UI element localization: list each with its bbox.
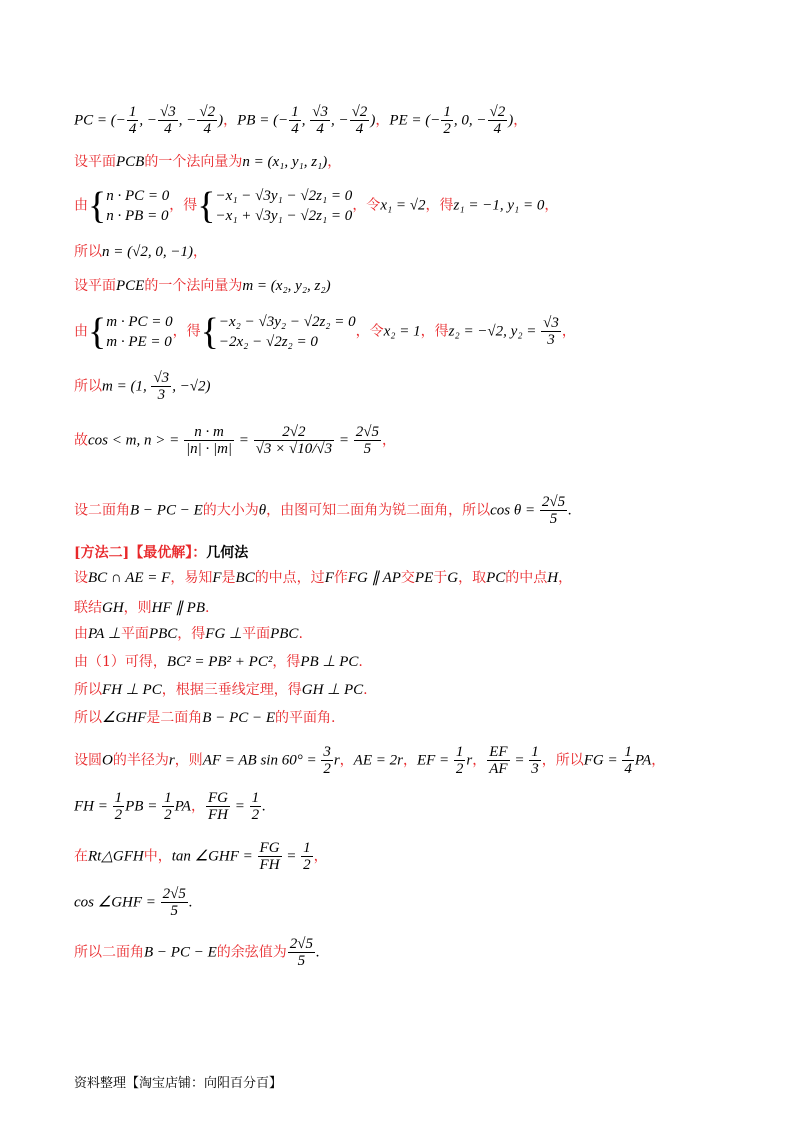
explanation-text: ， <box>375 112 390 129</box>
explanation-text: ，取 <box>458 570 487 586</box>
math-expression: FH ⊥ PC <box>102 682 162 698</box>
math-expression: B − PC − E <box>130 502 203 519</box>
equation-row: −x₁ + √3y₁ − √2z₁ = 0 <box>215 208 353 224</box>
math-expression: PE = (− <box>389 112 441 129</box>
fraction-numerator: 1 <box>291 104 299 120</box>
explanation-text: ，令 <box>355 323 384 340</box>
explanation-text: 的平面角. <box>275 710 336 726</box>
math-expression: m = (x₂, y₂, z₂) <box>242 278 331 294</box>
math-expression: ∠GHF <box>102 710 147 726</box>
fraction-numerator: FG <box>259 840 280 856</box>
explanation-text: 的半径为 <box>112 752 169 769</box>
fraction-denominator: 3 <box>531 761 539 777</box>
fraction-denominator: 4 <box>493 121 502 137</box>
explanation-text: ，得 <box>169 197 198 214</box>
fraction-numerator: 1 <box>531 744 539 760</box>
text-line-l18 <box>74 790 266 823</box>
fraction <box>301 840 313 873</box>
explanation-text: ， <box>313 848 328 865</box>
explanation-text: . <box>363 682 368 698</box>
fraction <box>541 315 561 348</box>
math-expression: , <box>301 112 310 129</box>
explanation-text: 的一个法向量为 <box>144 278 243 294</box>
math-expression: G <box>447 570 459 586</box>
text-line-l9 <box>74 494 572 527</box>
equation-row: −x₁ − √3y₁ − √2z₁ = 0 <box>215 188 353 204</box>
explanation-text: ，得 <box>420 323 449 340</box>
math-expression: BC ∩ AE = F <box>88 570 171 586</box>
explanation-text: 的中点 <box>505 570 548 586</box>
fraction <box>487 744 509 777</box>
math-expression: , − <box>330 112 349 129</box>
math-expression: PB ⊥ PC <box>300 654 359 670</box>
fraction <box>197 104 217 137</box>
math-expression: z₁ = −1, y₁ = 0 <box>453 197 545 214</box>
text-line-l10 <box>74 543 248 563</box>
text-line-l3 <box>74 186 558 226</box>
explanation-text: 联结 <box>74 600 102 616</box>
fraction <box>350 104 370 137</box>
fraction-numerator: 1 <box>128 104 137 120</box>
explanation-text: 的大小为 <box>202 502 259 519</box>
fraction-numerator: 1 <box>624 744 632 760</box>
explanation-text: 的一个法向量为 <box>144 154 243 170</box>
explanation-text: ，得 <box>172 323 201 340</box>
text-line-l1 <box>74 104 527 137</box>
math-expression: PA <box>174 798 191 815</box>
fraction-numerator: 1 <box>303 840 311 856</box>
explanation-text: 设二面角 <box>74 502 130 519</box>
explanation-text: 交 <box>400 570 415 586</box>
math-expression: . <box>315 944 320 961</box>
explanation-text: ，得 <box>425 197 454 214</box>
text-line-l4 <box>74 242 207 262</box>
fraction-numerator: 1 <box>164 790 172 806</box>
explanation-text: . <box>205 600 210 616</box>
math-expression: BC² = PB² + PC² <box>166 654 273 670</box>
fraction-numerator: 2√5 <box>289 936 313 952</box>
fraction-denominator: 4 <box>164 121 172 137</box>
math-expression: EF = <box>416 752 453 769</box>
fraction <box>113 790 125 823</box>
fraction-numerator: √3 <box>312 104 328 120</box>
explanation-text: ， <box>472 752 487 769</box>
math-expression: Rt△GFH <box>88 848 144 865</box>
fraction-numerator: 1 <box>443 104 451 120</box>
fraction <box>310 104 330 137</box>
text-line-l8 <box>74 424 396 457</box>
text-line-l5 <box>74 276 331 296</box>
fraction-denominator: √3 × √10/√3 <box>255 441 333 457</box>
math-expression: PCE <box>116 278 145 294</box>
fraction-denominator: 2 <box>443 121 451 137</box>
left-brace: { <box>88 185 107 227</box>
math-expression: PBC <box>270 626 299 642</box>
fraction <box>354 424 381 457</box>
text-line-l12 <box>74 598 209 618</box>
fraction-numerator: 2√5 <box>541 494 566 510</box>
explanation-text: 平面 <box>242 626 271 642</box>
math-expression: n = (x₁, y₁, z₁) <box>242 154 328 170</box>
text-line-l11 <box>74 568 572 588</box>
explanation-text: 故 <box>74 432 88 449</box>
fraction-numerator: √2 <box>489 104 506 120</box>
explanation-text: ， <box>382 432 397 449</box>
fraction-numerator: 1 <box>251 790 260 806</box>
explanation-text: 所以 <box>74 378 102 395</box>
math-expression: AF = AB sin 60° = <box>202 752 321 769</box>
text-line-l17 <box>74 744 665 777</box>
fraction <box>289 104 301 137</box>
fraction <box>488 104 508 137</box>
equation-row: m · PC = 0 <box>106 314 173 330</box>
math-expression: = <box>235 432 253 449</box>
fraction <box>162 790 174 823</box>
left-brace: { <box>197 185 216 227</box>
equation-system <box>200 311 356 353</box>
fraction-numerator: FG <box>207 790 228 806</box>
explanation-text: 设 <box>74 570 88 586</box>
fraction-denominator: 4 <box>316 121 324 137</box>
math-expression: PCB <box>116 154 145 170</box>
fraction-denominator: 3 <box>547 331 555 348</box>
explanation-text: 在 <box>74 848 88 865</box>
explanation-text: 设平面 <box>74 278 116 294</box>
fraction-denominator: FH <box>207 807 228 823</box>
explanation-text: . <box>358 654 363 670</box>
fraction-numerator: 2√5 <box>355 424 380 440</box>
math-expression: n = (√2, 0, −1) <box>102 244 193 260</box>
math-expression: B − PC − E <box>202 710 276 726</box>
explanation-text: 由 <box>74 197 88 214</box>
math-expression: ) <box>218 112 224 129</box>
explanation-text: ， <box>223 112 238 129</box>
text-line-l16 <box>74 708 335 728</box>
fraction-numerator: √3 <box>153 370 170 386</box>
fraction-numerator: 2√2 <box>254 424 335 441</box>
math-expression: θ <box>258 502 267 519</box>
explanation-text: ， <box>561 323 576 340</box>
equation-system <box>88 311 173 353</box>
explanation-text: 是二面角 <box>146 710 203 726</box>
fraction-numerator: 1 <box>114 790 123 806</box>
math-expression: H <box>547 570 559 586</box>
math-expression: r <box>168 752 175 769</box>
explanation-text: ， <box>544 197 559 214</box>
text-line-l21 <box>74 936 320 969</box>
math-expression: = <box>510 752 529 769</box>
text-line-l7 <box>74 370 211 403</box>
explanation-text: ，得 <box>272 654 301 670</box>
explanation-text: ，根据三垂线定理，得 <box>161 682 302 698</box>
explanation-text: ，所以 <box>541 752 584 769</box>
fraction-denominator: 5 <box>170 903 179 919</box>
text-line-l19 <box>74 840 328 873</box>
math-expression: , − <box>139 112 158 129</box>
fraction-denominator: 2 <box>251 807 260 823</box>
fraction-denominator: 4 <box>624 761 632 777</box>
math-expression: F <box>212 570 222 586</box>
explanation-text: . <box>298 626 303 642</box>
math-expression: GH ⊥ PC <box>301 682 364 698</box>
explanation-text: 平面 <box>120 626 149 642</box>
fraction-denominator: 2 <box>114 807 123 823</box>
text-line-l20 <box>74 886 193 919</box>
fraction-denominator: 4 <box>355 121 364 137</box>
method-heading: [方法二]【最优解】： <box>74 545 207 561</box>
math-expression: HF ∥ PB <box>151 600 205 616</box>
explanation-text: ， <box>651 752 666 769</box>
math-expression: ) <box>370 112 376 129</box>
explanation-text: 所以二面角 <box>74 944 144 961</box>
fraction-denominator: 5 <box>297 953 306 969</box>
math-expression: FG ⊥ <box>205 626 243 642</box>
explanation-text: 的中点，过 <box>254 570 325 586</box>
math-expression: tan ∠GHF = <box>171 848 257 865</box>
explanation-text: ， <box>339 752 354 769</box>
math-expression: = <box>282 848 301 865</box>
equation-system <box>88 185 170 227</box>
math-expression: PA ⊥ <box>88 626 121 642</box>
math-expression: AE = 2r <box>353 752 403 769</box>
equation-row: n · PC = 0 <box>106 188 170 204</box>
explanation-text: 所以 <box>74 710 102 726</box>
fraction-denominator: 4 <box>128 121 137 137</box>
math-expression: r <box>333 752 340 769</box>
math-expression: cos θ = <box>490 502 539 519</box>
explanation-text: 所以 <box>74 682 102 698</box>
math-expression: FH = <box>74 798 112 815</box>
left-brace: { <box>88 311 107 353</box>
fraction-numerator: 2√5 <box>162 886 186 902</box>
fraction <box>250 790 262 823</box>
math-expression: z₂ = −√2, y₂ = <box>448 323 541 340</box>
equation-system <box>197 185 353 227</box>
math-expression: . <box>188 894 193 911</box>
math-expression: PC = (− <box>74 112 126 129</box>
fraction <box>441 104 453 137</box>
math-expression: PB = <box>125 798 162 815</box>
fraction-numerator: EF <box>489 744 508 760</box>
math-expression: . <box>568 502 572 519</box>
explanation-text: ，易知 <box>170 570 213 586</box>
explanation-text: ，由图可知二面角为锐二面角，所以 <box>266 502 491 519</box>
fraction <box>288 936 315 969</box>
fraction <box>151 370 171 403</box>
math-expression: PA <box>634 752 652 769</box>
fraction <box>158 104 178 137</box>
explanation-text: 是 <box>221 570 236 586</box>
math-expression: ) <box>508 112 514 129</box>
explanation-text: 的余弦值为 <box>216 944 287 961</box>
text-line-l2 <box>74 152 341 172</box>
math-expression: B − PC − E <box>144 944 217 961</box>
fraction-denominator: 2 <box>164 807 172 823</box>
fraction <box>622 744 634 777</box>
math-expression: PB = (− <box>237 112 289 129</box>
fraction-denominator: 2 <box>455 761 464 777</box>
math-expression: = <box>335 432 353 449</box>
explanation-text: 由 <box>74 323 88 340</box>
fraction-denominator: 3 <box>157 387 166 403</box>
explanation-text: 由 <box>74 626 88 642</box>
explanation-text: ， <box>402 752 417 769</box>
math-expression: , −√2) <box>172 378 211 395</box>
equation-row: −2x₂ − √2z₂ = 0 <box>218 334 318 350</box>
math-expression: = <box>230 798 249 815</box>
fraction-denominator: 2 <box>323 761 331 777</box>
fraction <box>529 744 541 777</box>
explanation-text: 设平面 <box>74 154 116 170</box>
fraction-numerator: √3 <box>160 104 176 120</box>
fraction <box>127 104 139 137</box>
math-expression: , 0, − <box>453 112 487 129</box>
explanation-text: ， <box>558 570 573 586</box>
explanation-text: ， <box>513 112 528 129</box>
fraction-numerator: n · m <box>184 424 234 441</box>
fraction-numerator: √2 <box>199 104 216 120</box>
footer-text: 资料整理【淘宝店铺：向阳百分百】 <box>74 1076 283 1091</box>
fraction <box>254 424 335 457</box>
explanation-text: 由（1）可得， <box>74 654 167 670</box>
fraction <box>321 744 333 777</box>
explanation-text: ，令 <box>352 197 381 214</box>
math-expression: m = (1, <box>102 378 151 395</box>
fraction-denominator: AF <box>489 761 508 777</box>
math-expression: x₁ = √2 <box>380 197 426 214</box>
equation-row: m · PE = 0 <box>106 334 172 350</box>
fraction-numerator: √3 <box>543 314 559 331</box>
text-line-l6 <box>74 312 576 352</box>
equation-row: n · PB = 0 <box>106 208 169 224</box>
explanation-text: ， <box>190 798 205 815</box>
math-expression: PC <box>486 570 506 586</box>
explanation-text: 设圆 <box>74 752 102 769</box>
explanation-text: ， <box>192 244 207 260</box>
explanation-text: 所以 <box>74 244 102 260</box>
fraction-numerator: 3 <box>323 744 331 760</box>
math-expression: O <box>102 752 113 769</box>
fraction-denominator: 4 <box>291 121 299 137</box>
equation-row: −x₂ − √3y₂ − √2z₂ = 0 <box>218 314 356 330</box>
fraction-denominator: 5 <box>363 441 372 457</box>
text-line-l14 <box>74 652 363 672</box>
fraction-numerator: 1 <box>455 744 464 760</box>
fraction <box>161 886 188 919</box>
fraction <box>184 424 234 457</box>
explanation-text: ， <box>327 154 342 170</box>
math-expression: PBC <box>148 626 178 642</box>
fraction-numerator: √2 <box>351 104 368 120</box>
fraction-denominator: |n| · |m| <box>185 441 233 457</box>
fraction <box>206 790 230 823</box>
fraction <box>454 744 466 777</box>
math-expression: cos ∠GHF = <box>74 894 160 911</box>
left-brace: { <box>200 311 219 353</box>
math-expression: . <box>262 798 266 815</box>
text-line-l15 <box>74 680 368 700</box>
explanation-text: 作 <box>333 570 348 586</box>
math-expression: , − <box>178 112 197 129</box>
math-expression: x₂ = 1 <box>383 323 421 340</box>
explanation-text: ，得 <box>177 626 206 642</box>
fraction-denominator: 4 <box>203 121 212 137</box>
math-expression: FG = <box>583 752 622 769</box>
math-expression: GH <box>102 600 124 616</box>
fraction <box>258 840 282 873</box>
math-expression: cos < m, n > = <box>88 432 183 449</box>
fraction-denominator: FH <box>259 857 280 873</box>
fraction <box>540 494 567 527</box>
math-expression: BC <box>235 570 255 586</box>
explanation-text: ，则 <box>123 600 152 616</box>
explanation-text: 于 <box>433 570 448 586</box>
math-expression: r <box>466 752 473 769</box>
explanation-text: 中， <box>143 848 172 865</box>
math-expression: FG ∥ AP <box>347 570 401 586</box>
fraction-denominator: 2 <box>303 857 311 873</box>
method-title: 几何法 <box>206 545 249 561</box>
math-expression: PE <box>414 570 434 586</box>
explanation-text: ，则 <box>174 752 203 769</box>
fraction-denominator: 5 <box>549 511 558 527</box>
math-expression: F <box>324 570 334 586</box>
text-line-l13 <box>74 624 303 644</box>
